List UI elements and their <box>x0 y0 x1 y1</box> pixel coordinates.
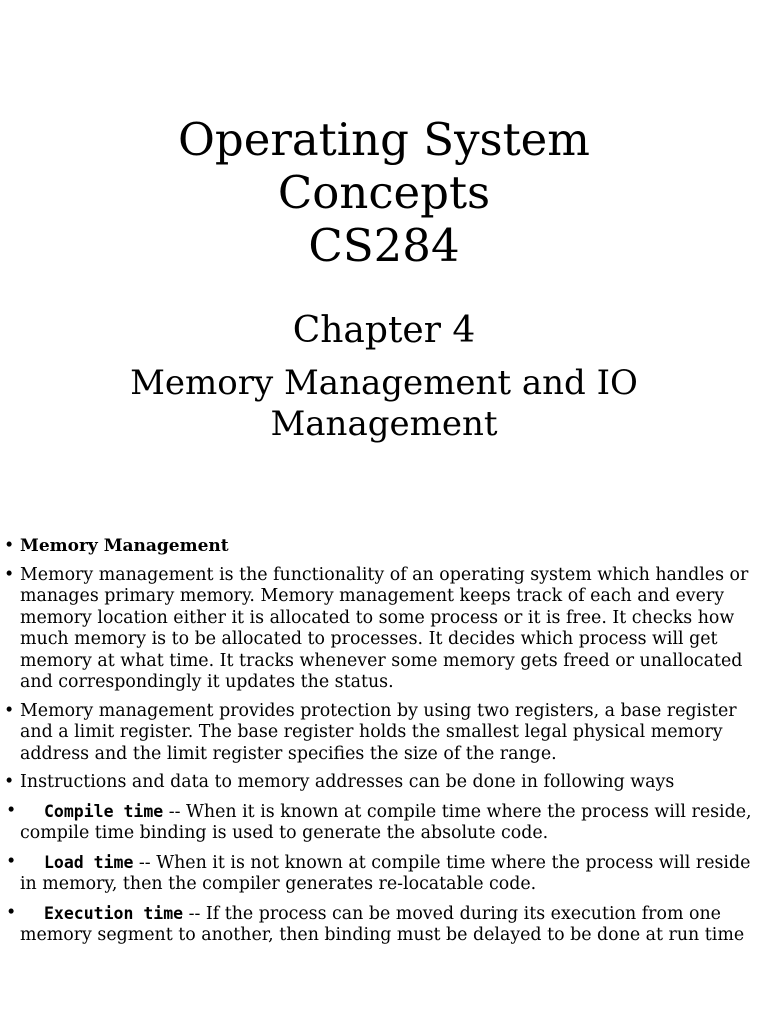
bullet-text: -- If the process can be moved during its execution from one memory segment to another, then binding must be delayed to be done at run time <box>20 903 745 945</box>
bullet-icon: • <box>4 536 15 556</box>
bullet-item-heading <box>0 536 768 558</box>
bullet-item-execution-time <box>0 903 768 947</box>
bullet-text: Instructions and data to memory addresses can be done in following ways <box>20 772 675 792</box>
chapter-topic: Memory Management and IO Management <box>130 363 638 444</box>
bullet-item <box>0 701 768 766</box>
bullet-list <box>0 536 768 954</box>
bullet-text: Memory management is the functionality of an operating system which handles or manages primary memory. Memory management keeps track of each and every memory location either it is allocated to some process or it is free. It checks how much memory is to be allocated to processes. It decides which process will get memory at what time. It tracks whenever some memory gets freed or unallocated and correspondingly it updates the status. <box>20 564 749 692</box>
bullet-item-compile-time <box>0 801 768 845</box>
bullet-item <box>0 565 768 694</box>
title-line-3: CS284 <box>308 219 460 272</box>
document-title <box>0 113 768 272</box>
bullet-text: Memory management provides protection by using two registers, a base register and a limit register. The base register holds the smallest legal physical memory address and the limit register specifies the size of the range. <box>20 700 737 764</box>
bullet-icon: • <box>4 772 15 792</box>
bullet-text: -- When it is known at compile time where the process will reside, compile time binding is used to generate the absolute code. <box>20 801 752 843</box>
bullet-term: Execution time <box>44 903 184 923</box>
chapter-heading <box>0 306 768 445</box>
bullet-heading-text: Memory Management <box>20 536 229 556</box>
title-line-2: Concepts <box>277 166 491 219</box>
bullet-icon: • <box>4 564 15 585</box>
bullet-item-load-time <box>0 852 768 896</box>
bullet-text: -- When it is not known at compile time where the process will reside in memory, then the compiler generates re-locatable code. <box>20 852 751 894</box>
bullet-icon: • <box>6 851 17 872</box>
chapter-number: Chapter 4 <box>292 310 476 351</box>
bullet-term: Load time <box>44 852 134 872</box>
bullet-icon: • <box>6 902 17 923</box>
bullet-item <box>0 772 768 794</box>
title-line-1: Operating System <box>178 113 590 166</box>
bullet-icon: • <box>6 800 17 821</box>
bullet-icon: • <box>4 700 15 721</box>
bullet-term: Compile time <box>44 801 164 821</box>
